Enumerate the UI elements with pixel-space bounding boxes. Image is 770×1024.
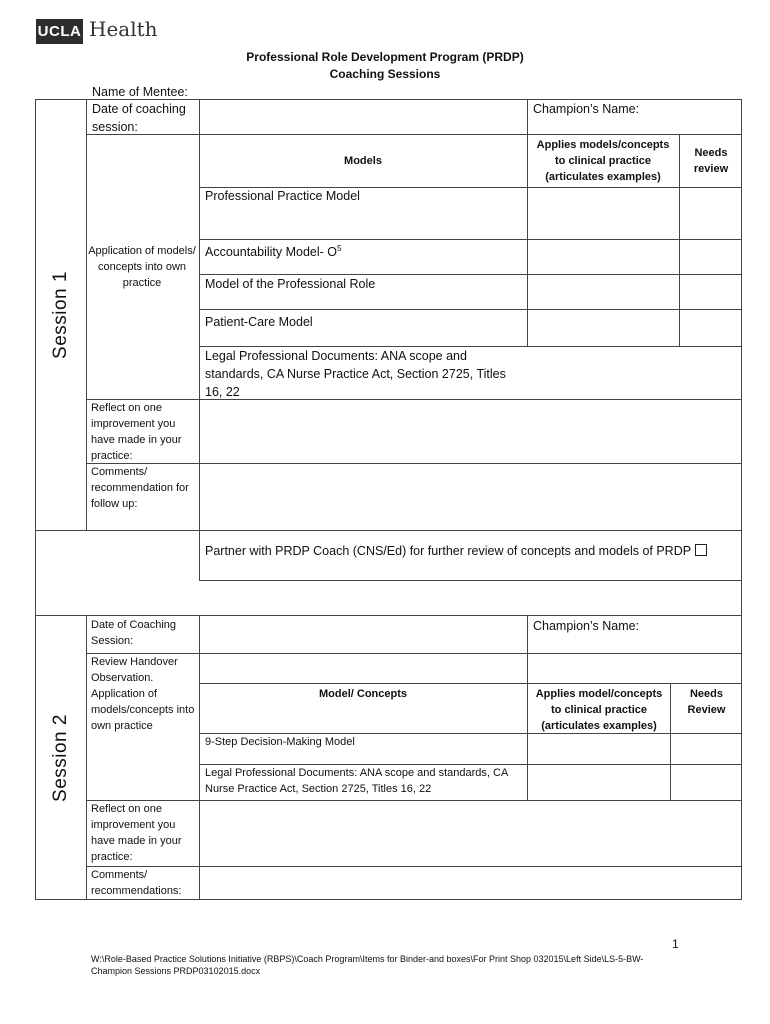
session1-comments-field[interactable] xyxy=(200,464,741,530)
session1-label: Session 1 xyxy=(49,270,71,359)
session2-application-label: Application of models/concepts into own practice xyxy=(91,688,195,732)
session1-model-legal-documents: Legal Professional Documents: ANA scope and standards, CA Nurse Practice Act, Section 2725, Titles 16, 22 xyxy=(205,349,506,399)
partner-checkbox[interactable] xyxy=(695,544,707,556)
session2-comments-field[interactable] xyxy=(200,867,741,899)
session1-needs-review-header: Needs review xyxy=(693,147,729,175)
session2-date-label: Date of Coaching Session: xyxy=(91,619,176,647)
ucla-logo: UCLA xyxy=(36,19,83,44)
session2-comments-label: Comments/ recommendations: xyxy=(91,869,182,897)
page-number: 1 xyxy=(672,937,679,951)
session2-reflect-field[interactable] xyxy=(200,801,741,866)
health-logo-text: Health xyxy=(89,17,158,41)
document-subtitle: Coaching Sessions xyxy=(329,67,441,81)
session2-review-label: Review Handover Observation. xyxy=(91,656,178,684)
session1-models-header: Models xyxy=(344,155,382,167)
session2-applies-header: Applies model/concepts to clinical practice (articulates examples) xyxy=(535,688,663,732)
session2-model-legal-documents: Legal Professional Documents: ANA scope and standards, CA Nurse Practice Act, Section 2725, Titles 16, 22 xyxy=(205,767,508,795)
document-title: Professional Role Development Program (PRDP) xyxy=(246,50,524,64)
session1-date-field[interactable] xyxy=(200,100,526,134)
session2-label: Session 2 xyxy=(49,713,71,802)
session1-partner-text: Partner with PRDP Coach (CNS/Ed) for further review of concepts and models of PRDP xyxy=(205,542,707,560)
name-of-mentee-label: Name of Mentee: xyxy=(92,85,188,99)
session1-comments-label: Comments/ recommendation for follow up: xyxy=(91,466,189,510)
session2-needs-review-header: Needs Review xyxy=(687,688,726,716)
session2-date-field[interactable] xyxy=(200,616,526,653)
footer-file-path: W:\Role-Based Practice Solutions Initiative (RBPS)\Coach Program\Items for Binder-and boxes\For Print Shop 032015\Left Side\LS-5-BW-Champion Sessions PRDP03102015.docx xyxy=(91,954,644,976)
session2-model-decision-making: 9-Step Decision-Making Model xyxy=(205,736,355,748)
session1-model-patient-care: Patient-Care Model xyxy=(205,315,313,329)
session1-champion-label: Champion’s Name: xyxy=(533,102,640,116)
session1-date-label: Date of coaching session: xyxy=(92,102,186,134)
session1-applies-header: Applies models/concepts to clinical practice (articulates examples) xyxy=(536,139,670,183)
session1-reflect-field[interactable] xyxy=(200,400,741,463)
session2-champion-label: Champion’s Name: xyxy=(533,619,640,633)
session1-application-label: Application of models/ concepts into own practice xyxy=(88,245,196,289)
session2-reflect-label: Reflect on one improvement you have made in your practice: xyxy=(91,803,182,863)
session1-model-professional-role: Model of the Professional Role xyxy=(205,277,376,291)
session1-applies-field-1[interactable] xyxy=(528,188,679,239)
session1-model-accountability: Accountability Model- $O^5$ xyxy=(205,244,342,260)
session2-models-header: Model/ Concepts xyxy=(318,688,407,700)
session1-needs-field-1[interactable] xyxy=(680,188,741,239)
session1-model-professional-practice: Professional Practice Model xyxy=(205,189,360,203)
session1-reflect-label: Reflect on one improvement you have made in your practice: xyxy=(91,402,182,462)
